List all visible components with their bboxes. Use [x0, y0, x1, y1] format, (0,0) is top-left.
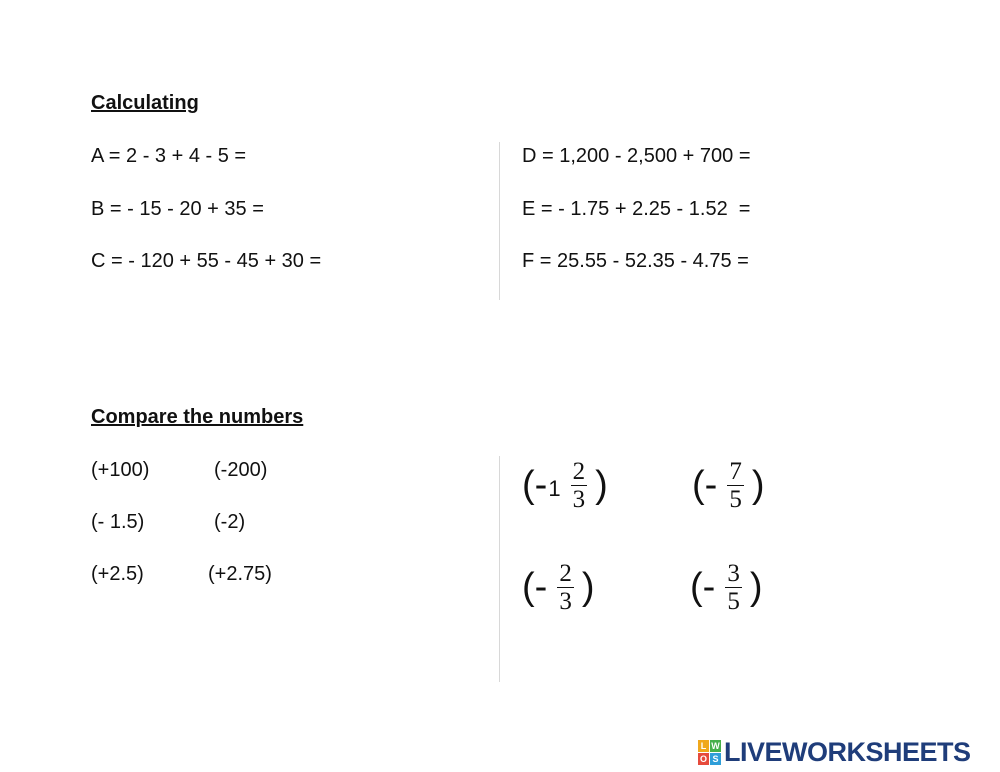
open-paren: (-	[522, 566, 548, 608]
numerator: 7	[729, 457, 742, 485]
calculating-heading: Calculating	[91, 92, 199, 114]
logo-cell: L	[698, 740, 709, 752]
open-paren: (-	[522, 464, 548, 506]
logo-cell: S	[710, 753, 721, 765]
equation-b: B = - 15 - 20 + 35 =	[91, 198, 264, 220]
denominator: 5	[727, 587, 740, 615]
numerator: 2	[572, 457, 586, 485]
compare-pair-1-right: (-200)	[214, 459, 268, 481]
fraction	[571, 459, 588, 512]
fraction-expr-3	[522, 557, 594, 617]
logo-text: LIVEWORKSHEETS	[724, 736, 971, 767]
compare-heading: Compare the numbers	[91, 406, 304, 428]
denominator: 3	[559, 587, 572, 615]
equation-d: D = 1,200 - 2,500 + 700 =	[522, 145, 751, 167]
close-paren: )	[749, 566, 763, 608]
column-divider-bottom	[499, 456, 500, 682]
logo-cell: O	[699, 753, 707, 764]
equation-c: C = - 120 + 55 - 45 + 30 =	[91, 250, 322, 272]
numerator: 3	[727, 559, 740, 587]
column-divider-top	[499, 142, 500, 300]
fraction	[727, 459, 744, 512]
compare-pair-2-right: (-2)	[214, 511, 246, 533]
close-paren: )	[581, 566, 595, 608]
numerator: 2	[559, 559, 572, 587]
equation-f: F = 25.55 - 52.35 - 4.75 =	[522, 250, 749, 272]
open-paren: (-	[690, 566, 716, 608]
whole-number: 1	[548, 476, 561, 501]
compare-pair-3-left: (+2.5)	[91, 563, 144, 585]
denominator: 5	[729, 485, 742, 513]
fraction-expr-4	[690, 557, 762, 617]
fraction-expr-1	[522, 455, 608, 515]
close-paren: )	[595, 464, 608, 506]
close-paren: )	[751, 464, 765, 506]
liveworksheets-logo[interactable]	[698, 738, 971, 766]
equation-a: A = 2 - 3 + 4 - 5 =	[91, 145, 247, 167]
fraction	[557, 561, 574, 614]
compare-pair-2-left: (- 1.5)	[91, 511, 145, 533]
logo-cell: W	[711, 740, 720, 751]
fraction-expr-2	[692, 455, 764, 515]
denominator: 3	[572, 485, 586, 513]
logo-icon	[698, 740, 721, 765]
equation-e: E = - 1.75 + 2.25 - 1.52 =	[522, 198, 751, 220]
open-paren: (-	[692, 464, 718, 506]
compare-pair-1-left: (+100)	[91, 459, 150, 481]
compare-pair-3-right: (+2.75)	[208, 563, 272, 585]
fraction	[725, 561, 742, 614]
